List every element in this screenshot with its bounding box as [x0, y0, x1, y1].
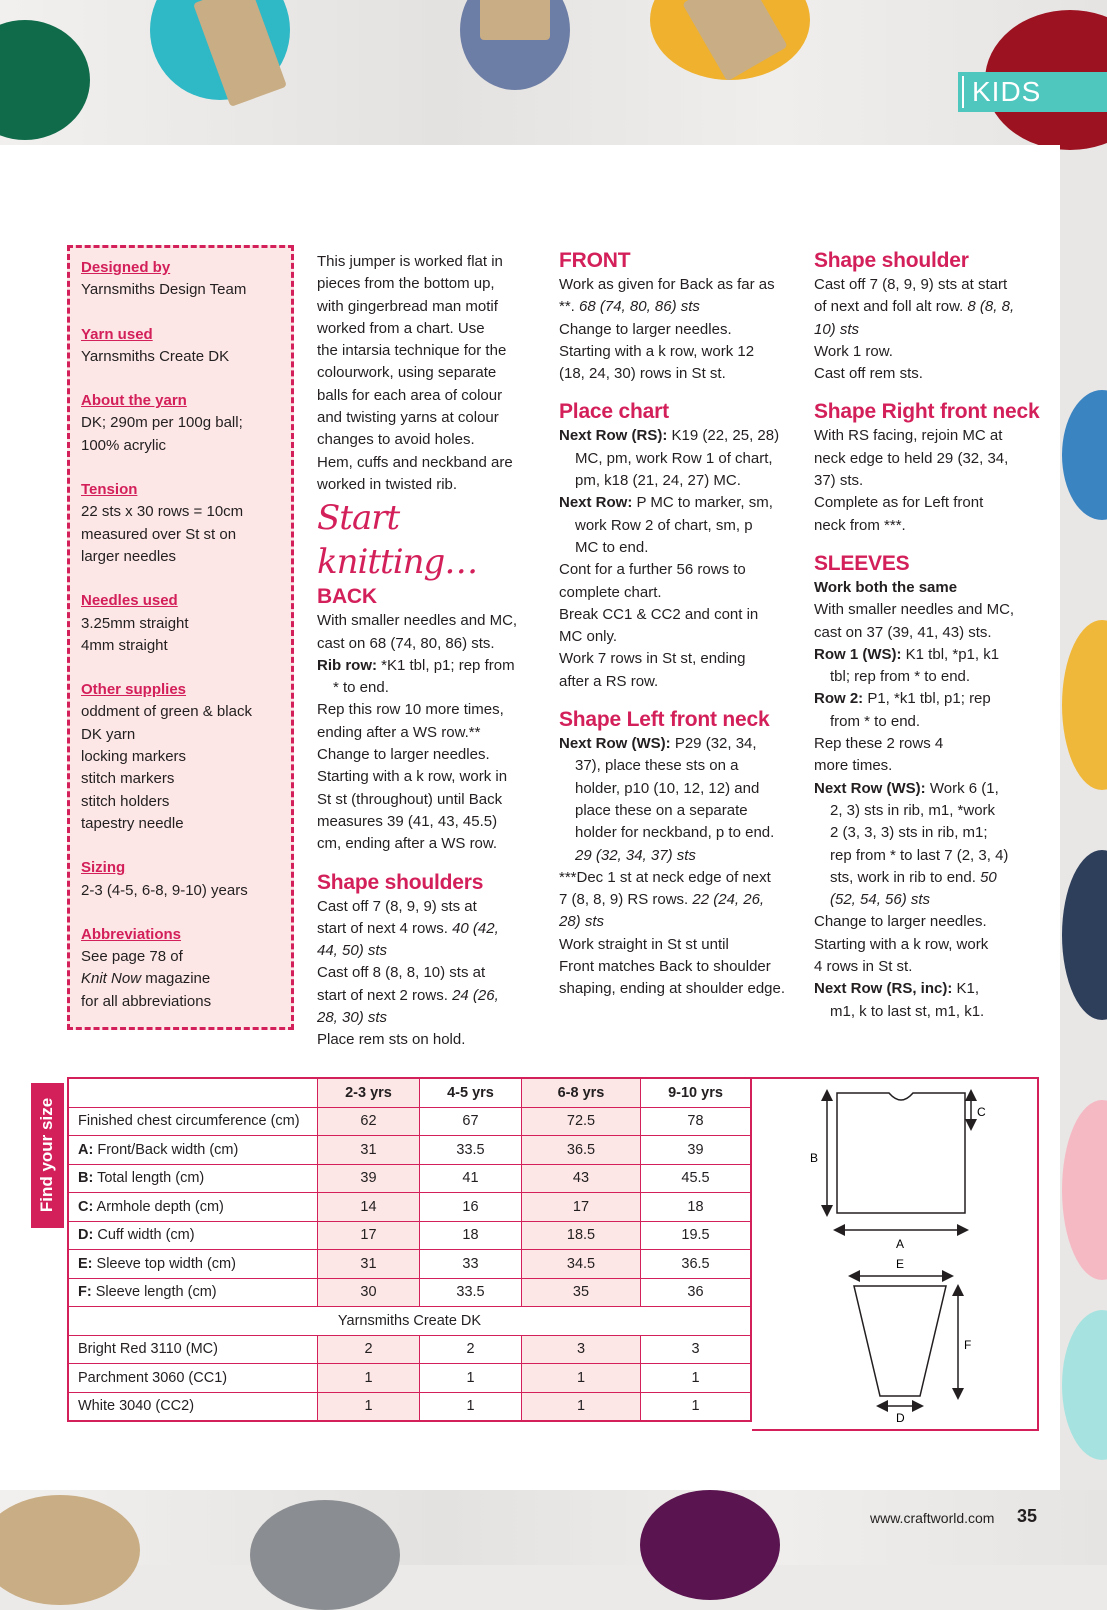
measurement-diagram [752, 1079, 1037, 1429]
table-cell: 36 [641, 1278, 752, 1307]
text-line: 10) sts [814, 320, 860, 338]
info-line: 22 sts x 30 rows = 10cm [81, 503, 244, 521]
text-line: Work as given for Back as far as [559, 276, 775, 293]
text-line: Cast off rem sts. [814, 365, 923, 383]
info-item [81, 257, 291, 324]
table-cell: 18 [420, 1221, 522, 1250]
text-line: start of next 4 rows. 40 (42, [317, 919, 499, 937]
info-heading: Designed by [81, 259, 171, 276]
dimension-label-d: D [896, 1411, 905, 1425]
table-cell: 2 [420, 1335, 522, 1364]
yarn-photo-footer [0, 1490, 1107, 1565]
info-item [81, 857, 291, 924]
text-line: worked in twisted rib. [317, 475, 458, 493]
header-empty-cell [68, 1078, 318, 1107]
jumper-body-outline [837, 1093, 965, 1213]
info-item [81, 679, 291, 857]
text-line: holder, p10 (10, 12, 12) and [575, 779, 760, 797]
text-line: 4 rows in St st. [814, 958, 913, 976]
table-cell: 33.5 [420, 1278, 522, 1307]
table-row [68, 1335, 751, 1364]
table-cell: 43 [522, 1164, 641, 1193]
text-line: 37) sts. [814, 472, 864, 490]
text-line: Change to larger needles. [317, 746, 490, 764]
text-line: start of next 2 rows. 24 (26, [317, 986, 499, 1004]
table-cell: 36.5 [522, 1136, 641, 1165]
row-label: White 3040 (CC2) [68, 1392, 318, 1421]
text-line: Cast off 8 (8, 8, 10) sts at [317, 964, 486, 982]
table-cell: 1 [420, 1392, 522, 1421]
size-table [67, 1077, 752, 1422]
table-cell: 35 [522, 1278, 641, 1307]
text-line: cast on 37 (39, 41, 43) sts. [814, 623, 992, 641]
text-line: cm, ending after a WS row. [317, 835, 498, 853]
text-line: tbl; rep from * to end. [830, 668, 971, 686]
text-line: colourwork, using separate [317, 364, 497, 382]
table-cell: 67 [420, 1107, 522, 1136]
dimension-label-c: C [977, 1105, 986, 1119]
table-row [68, 1221, 751, 1250]
info-line: stitch holders [81, 792, 170, 810]
place-chart-heading: Place chart [559, 400, 669, 424]
header-size: 6-8 yrs [522, 1078, 641, 1107]
text-line: Row 2: P1, *k1 tbl, p1; rep [814, 690, 991, 708]
text-line: This jumper is worked flat in [317, 253, 503, 270]
text-line: Work 7 rows in St st, ending [559, 650, 746, 668]
text-line: 29 (32, 34, 37) sts [575, 846, 696, 864]
back-heading: BACK [317, 585, 377, 609]
text-line: from * to end. [830, 712, 921, 730]
table-cell: 17 [522, 1193, 641, 1222]
text-line: 2, 3) sts in rib, m1, *work [830, 801, 996, 819]
table-row [68, 1250, 751, 1279]
row-label: C: Armhole depth (cm) [68, 1193, 318, 1222]
garment-diagram [752, 1077, 1039, 1431]
text-line: shaping, ending at shoulder edge. [559, 980, 786, 998]
text-line: MC only. [559, 628, 618, 646]
text-line: Work 1 row. [814, 342, 893, 360]
text-line: the intarsia technique for the [317, 342, 507, 360]
table-cell: 39 [318, 1164, 420, 1193]
table-cell: 72.5 [522, 1107, 641, 1136]
info-line: larger needles [81, 547, 177, 565]
text-line: Hem, cuffs and neckband are [317, 453, 513, 471]
info-line: See page 78 of [81, 948, 183, 966]
page-number: 35 [1017, 1506, 1038, 1526]
text-line: **. 68 (74, 80, 86) sts [559, 298, 700, 316]
info-line: 3.25mm straight [81, 614, 189, 632]
table-cell: 18 [641, 1193, 752, 1222]
grey-yarn-ball [250, 1500, 400, 1610]
info-heading: Tension [81, 481, 138, 499]
table-cell: 78 [641, 1107, 752, 1136]
text-line: (18, 24, 30) rows in St st. [559, 365, 726, 383]
pattern-info-box [67, 245, 294, 1030]
text-line: neck edge to held 29 (32, 34, [814, 449, 1009, 467]
table-cell: 33.5 [420, 1136, 522, 1165]
text-line: With smaller needles and MC, [317, 612, 518, 630]
info-item [81, 390, 291, 479]
table-cell: 2 [318, 1335, 420, 1364]
text-line: Cont for a further 56 rows to [559, 561, 746, 579]
info-heading: About the yarn [81, 392, 187, 410]
text-line: balls for each area of colour [317, 386, 503, 404]
text-line: ***Dec 1 st at neck edge of next [559, 868, 771, 886]
row-label: E: Sleeve top width (cm) [68, 1250, 318, 1279]
text-line: pm, k18 (21, 24, 27) MC. [575, 472, 741, 490]
text-line: Row 1 (WS): K1 tbl, *p1, k1 [814, 645, 1000, 663]
table-cell: 45.5 [641, 1164, 752, 1193]
table-cell: 31 [318, 1250, 420, 1279]
text-line: of next and foll alt row. 8 (8, 8, [814, 298, 1015, 316]
info-line: oddment of green & black [81, 703, 252, 721]
text-line: measures 39 (41, 43, 45.5) [317, 812, 498, 830]
dimension-label-a: A [896, 1237, 905, 1251]
row-label: F: Sleeve length (cm) [68, 1278, 318, 1307]
text-line: Front matches Back to shoulder [559, 958, 771, 976]
table-cell: 16 [420, 1193, 522, 1222]
table-cell: 17 [318, 1221, 420, 1250]
column-3 [814, 248, 1049, 1023]
text-line: neck from ***. [814, 516, 906, 534]
table-row [68, 1164, 751, 1193]
text-line: Work both the same [814, 578, 958, 596]
text-line: 7 (8, 8, 9) RS rows. 22 (24, 26, [559, 891, 765, 909]
info-line: 4mm straight [81, 636, 168, 654]
info-heading: Sizing [81, 859, 126, 877]
table-cell: 3 [522, 1335, 641, 1364]
text-line: Starting with a k row, work 12 [559, 342, 755, 360]
table-row [68, 1136, 751, 1165]
text-line: place these on a separate [575, 801, 748, 819]
text-line: Change to larger needles. [559, 320, 732, 338]
text-line: 37), place these sts on a [575, 757, 739, 775]
text-line: Next Row (RS, inc): K1, [814, 980, 980, 998]
text-line: Work straight in St st until [559, 935, 729, 953]
table-cell: 19.5 [641, 1221, 752, 1250]
text-line: changes to avoid holes. [317, 431, 475, 449]
table-cell: 14 [318, 1193, 420, 1222]
info-line: 100% acrylic [81, 436, 167, 454]
text-line: Rep this row 10 more times, [317, 701, 504, 719]
text-line: St st (throughout) until Back [317, 790, 503, 808]
row-label: B: Total length (cm) [68, 1164, 318, 1193]
table-row [68, 1392, 751, 1421]
text-line: Starting with a k row, work in [317, 768, 508, 786]
table-cell: 33 [420, 1250, 522, 1279]
text-line: With RS facing, rejoin MC at [814, 427, 1003, 445]
table-cell: 34.5 [522, 1250, 641, 1279]
yarn-heading: Yarnsmiths Create DK [68, 1307, 751, 1336]
info-line: for all abbreviations [81, 992, 212, 1010]
shape-left-front-neck-heading: Shape Left front neck [559, 708, 770, 732]
info-heading: Yarn used [81, 325, 153, 343]
table-cell: 1 [318, 1392, 420, 1421]
table-cell: 31 [318, 1136, 420, 1165]
text-line: 28, 30) sts [317, 1009, 388, 1027]
text-line: 2 (3, 3, 3) sts in rib, m1; [830, 824, 988, 842]
info-heading: Abbreviations [81, 925, 182, 943]
info-line: Yarnsmiths Create DK [81, 347, 230, 365]
table-header-row [68, 1078, 751, 1107]
text-line: complete chart. [559, 583, 662, 601]
text-line: Next Row (WS): P29 (32, 34, [559, 735, 757, 753]
info-item [81, 479, 291, 590]
row-label: A: Front/Back width (cm) [68, 1136, 318, 1165]
info-item [81, 324, 291, 391]
header-size: 4-5 yrs [420, 1078, 522, 1107]
text-line: Next Row (WS): Work 6 (1, [814, 779, 999, 797]
shape-shoulders-heading: Shape shoulders [317, 870, 484, 894]
table-cell: 41 [420, 1164, 522, 1193]
info-line: 2-3 (4-5, 6-8, 9-10) years [81, 881, 248, 899]
table-cell: 1 [641, 1364, 752, 1393]
text-line: 28) sts [559, 913, 605, 931]
intro-paragraph [317, 251, 542, 496]
text-line: MC to end. [575, 538, 649, 556]
table-cell: 3 [641, 1335, 752, 1364]
front-heading: FRONT [559, 249, 631, 272]
table-cell: 1 [420, 1364, 522, 1393]
text-line: Change to larger needles. [814, 913, 987, 931]
column-1 [317, 251, 542, 1052]
dimension-label-e: E [896, 1257, 905, 1271]
info-line: locking markers [81, 748, 187, 766]
text-line: sts, work in rib to end. 50 [830, 868, 997, 886]
info-line: DK; 290m per 100g ball; [81, 414, 243, 432]
column-2 [559, 248, 799, 1001]
row-label: D: Cuff width (cm) [68, 1221, 318, 1250]
header-size: 9-10 yrs [641, 1078, 752, 1107]
info-list [81, 257, 291, 924]
text-line: Next Row (RS): K19 (22, 25, 28) [559, 427, 780, 445]
table-cell: 30 [318, 1278, 420, 1307]
text-line: 44, 50) sts [317, 942, 388, 960]
start-knitting-heading: Start knitting… [317, 498, 478, 583]
text-line: pieces from the bottom up, [317, 275, 495, 293]
yarn-label-band [480, 0, 550, 40]
section-tab: KIDS [958, 72, 1107, 112]
row-label: Bright Red 3110 (MC) [68, 1335, 318, 1364]
text-line: Starting with a k row, work [814, 935, 989, 953]
table-row [68, 1364, 751, 1393]
header-size: 2-3 yrs [318, 1078, 420, 1107]
table-cell: 1 [318, 1364, 420, 1393]
info-item [81, 590, 291, 679]
plum-yarn-ball [640, 1490, 780, 1600]
table-cell: 1 [522, 1364, 641, 1393]
yarn-heading-row [68, 1307, 751, 1336]
info-line: DK yarn [81, 725, 136, 743]
info-line: Yarnsmiths Design Team [81, 281, 247, 299]
dimension-label-b: B [810, 1151, 819, 1165]
info-line: tapestry needle [81, 814, 184, 832]
sleeves-heading: SLEEVES [814, 551, 910, 575]
text-line: MC, pm, work Row 1 of chart, [575, 449, 773, 467]
table-cell: 62 [318, 1107, 420, 1136]
text-line: holder for neckband, p to end. [575, 824, 775, 842]
text-line: Rib row: *K1 tbl, p1; rep from [317, 656, 515, 674]
text-line: rep from * to last 7 (2, 3, 4) [830, 846, 1009, 864]
text-line: cast on 68 (74, 80, 86) sts. [317, 634, 495, 652]
row-label: Parchment 3060 (CC1) [68, 1364, 318, 1393]
text-line: Break CC1 & CC2 and cont in [559, 605, 759, 623]
info-line: stitch markers [81, 770, 175, 788]
find-your-size-label: Find your size [31, 1083, 64, 1228]
text-line: Complete as for Left front [814, 494, 984, 512]
text-line: Next Row: P MC to marker, sm, [559, 494, 773, 512]
table-cell: 39 [641, 1136, 752, 1165]
text-line: work Row 2 of chart, sm, p [575, 516, 753, 534]
info-heading: Needles used [81, 592, 178, 610]
text-line: Place rem sts on hold. [317, 1031, 466, 1049]
text-line: Cast off 7 (8, 9, 9) sts at [317, 897, 477, 915]
table-row [68, 1278, 751, 1307]
info-item-abbreviations [81, 924, 291, 1013]
dimension-label-f: F [964, 1338, 972, 1352]
text-line: m1, k to last st, m1, k1. [830, 1002, 985, 1020]
text-line: (52, 54, 56) sts [830, 891, 931, 909]
text-line: With smaller needles and MC, [814, 601, 1015, 619]
sleeve-outline [854, 1286, 946, 1396]
yarn-photo-right-strip [1060, 145, 1107, 1490]
text-line: worked from a chart. Use [317, 319, 485, 337]
table-row [68, 1193, 751, 1222]
shape-right-front-neck-heading: Shape Right front neck [814, 400, 1040, 424]
text-line: with gingerbread man motif [317, 297, 498, 315]
text-line: and twisting yarns at colour [317, 409, 499, 427]
shape-shoulder-heading: Shape shoulder [814, 249, 969, 272]
table-cell: 36.5 [641, 1250, 752, 1279]
info-heading: Other supplies [81, 681, 187, 699]
text-line: Cast off 7 (8, 9, 9) sts at start [814, 276, 1008, 293]
text-line: Rep these 2 rows 4 [814, 735, 944, 753]
text-line: more times. [814, 757, 893, 775]
row-label: Finished chest circumference (cm) [68, 1107, 318, 1136]
text-line: after a RS row. [559, 672, 659, 690]
table-cell: 1 [641, 1392, 752, 1421]
footer-url: www.craftworld.com [870, 1510, 995, 1526]
text-line: ending after a WS row.** [317, 723, 481, 741]
table-row [68, 1107, 751, 1136]
table-cell: 1 [522, 1392, 641, 1421]
text-line: * to end. [333, 679, 389, 697]
table-cell: 18.5 [522, 1221, 641, 1250]
info-line: Knit Now magazine [81, 970, 211, 988]
info-line: measured over St st on [81, 525, 237, 543]
